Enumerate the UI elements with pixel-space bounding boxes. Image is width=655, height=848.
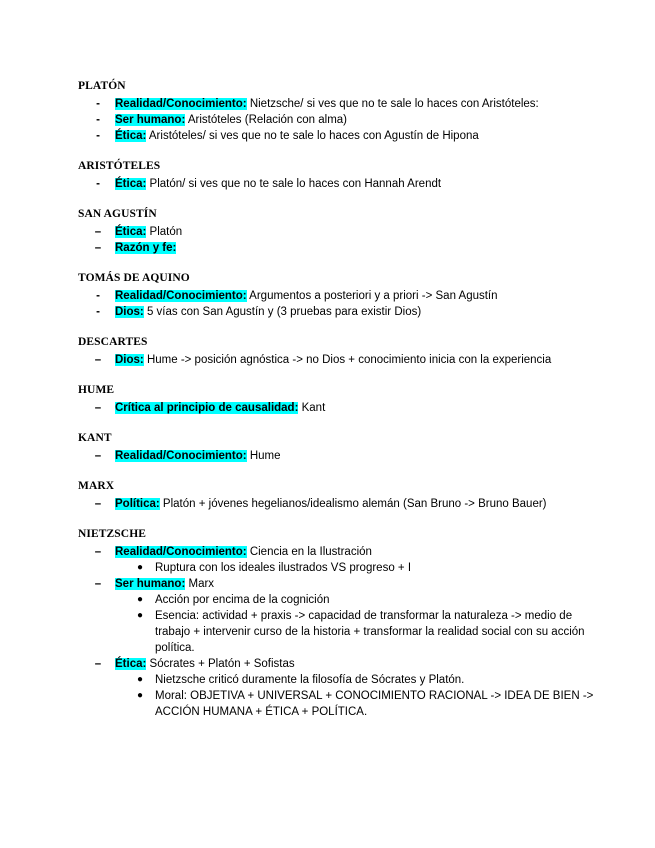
item-text: Platón + jóvenes hegelianos/idealismo alemán (San Bruno -> Bruno Bauer): [159, 498, 547, 510]
item-list: [78, 496, 595, 512]
sub-item-text: Esencia: actividad + praxis -> capacidad de transformar la naturaleza -> medio de trabajo + intervenir curso de la historia + transformar la realidad social con su acción política.: [155, 610, 585, 654]
sub-list-item: [115, 592, 595, 608]
section-heading: ARISTÓTELES: [78, 160, 161, 172]
dash-marker: –: [94, 354, 102, 366]
item-list: [78, 224, 595, 256]
dash-marker: -: [96, 290, 100, 302]
item-list: [78, 176, 595, 192]
item-text: 5 vías con San Agustín y (3 pruebas para existir Dios): [143, 306, 422, 318]
highlighted-label: Dios:: [115, 306, 144, 318]
item-list: [78, 288, 595, 320]
list-item: [78, 224, 595, 240]
section: [78, 158, 595, 192]
bullet-icon: ●: [136, 610, 144, 621]
section: [78, 334, 595, 368]
item-text: Hume: [246, 450, 281, 462]
sub-item-text: Moral: OBJETIVA + UNIVERSAL + CONOCIMIENTO RACIONAL -> IDEA DE BIEN -> ACCIÓN HUMANA + ÉTICA + POLÍTICA.: [155, 690, 594, 718]
list-item: [78, 304, 595, 320]
section: [78, 78, 595, 144]
section: [78, 526, 595, 720]
dash-marker: –: [94, 546, 102, 558]
highlighted-label: Ética:: [115, 226, 147, 238]
list-item: [78, 176, 595, 192]
list-item: [78, 352, 595, 368]
sub-list-item: [115, 560, 595, 576]
item-list: [78, 448, 595, 464]
dash-marker: –: [94, 658, 102, 670]
highlighted-label: Realidad/Conocimiento:: [115, 290, 247, 302]
list-item: [78, 240, 595, 256]
section-heading: KANT: [78, 432, 112, 444]
sub-list-item: [115, 688, 595, 720]
highlighted-label: Realidad/Conocimiento:: [115, 450, 247, 462]
sub-list: [115, 672, 595, 720]
section-heading: DESCARTES: [78, 336, 148, 348]
dash-marker: -: [96, 130, 100, 142]
section-heading: TOMÁS DE AQUINO: [78, 272, 190, 284]
highlighted-label: Ética:: [115, 178, 147, 190]
sub-item-text: Ruptura con los ideales ilustrados VS progreso + I: [155, 562, 412, 574]
highlighted-label: Ser humano:: [115, 578, 186, 590]
item-text: Sócrates + Platón + Sofistas: [146, 658, 295, 670]
section-heading: HUME: [78, 384, 115, 396]
list-item: [78, 544, 595, 576]
bullet-icon: ●: [136, 690, 144, 701]
list-item: [78, 128, 595, 144]
section-heading: MARX: [78, 480, 115, 492]
section: [78, 206, 595, 256]
item-text: Aristóteles (Relación con alma): [185, 114, 348, 126]
highlighted-label: Razón y fe:: [115, 242, 177, 254]
list-item: [78, 496, 595, 512]
sub-item-text: Nietzsche criticó duramente la filosofía de Sócrates y Platón.: [155, 674, 465, 686]
highlighted-label: Política:: [115, 498, 160, 510]
highlighted-label: Ser humano:: [115, 114, 186, 126]
item-text: Kant: [298, 402, 326, 414]
bullet-icon: ●: [136, 594, 144, 605]
dash-marker: –: [94, 450, 102, 462]
highlighted-label: Realidad/Conocimiento:: [115, 546, 247, 558]
item-text: Platón: [146, 226, 183, 238]
dash-marker: –: [94, 242, 102, 254]
highlighted-label: Crítica al principio de causalidad:: [115, 402, 299, 414]
sub-list: [115, 592, 595, 656]
section: [78, 430, 595, 464]
sub-list-item: [115, 672, 595, 688]
section-heading: NIETZSCHE: [78, 528, 147, 540]
dash-marker: -: [96, 98, 100, 110]
highlighted-label: Dios:: [115, 354, 144, 366]
item-text: Marx: [185, 578, 215, 590]
section: [78, 382, 595, 416]
item-text: Nietzsche/ si ves que no te sale lo haces con Aristóteles:: [246, 98, 539, 110]
list-item: [78, 400, 595, 416]
highlighted-label: Realidad/Conocimiento:: [115, 98, 247, 110]
list-item: [78, 288, 595, 304]
item-list: [78, 352, 595, 368]
section-heading: PLATÓN: [78, 80, 126, 92]
section: [78, 478, 595, 512]
sub-item-text: Acción por encima de la cognición: [155, 594, 330, 606]
dash-marker: -: [96, 306, 100, 318]
item-text: Aristóteles/ si ves que no te sale lo haces con Agustín de Hipona: [146, 130, 479, 142]
list-item: [78, 96, 595, 112]
list-item: [78, 656, 595, 720]
sub-list: [115, 560, 595, 576]
highlighted-label: Ética:: [115, 130, 147, 142]
bullet-icon: ●: [136, 562, 144, 573]
item-text: Platón/ si ves que no te sale lo haces con Hannah Arendt: [146, 178, 442, 190]
list-item: [78, 112, 595, 128]
item-list: [78, 400, 595, 416]
sub-list-item: [115, 608, 595, 656]
bullet-icon: ●: [136, 674, 144, 685]
list-item: [78, 448, 595, 464]
dash-marker: –: [94, 498, 102, 510]
item-text: Ciencia en la Ilustración: [246, 546, 372, 558]
highlighted-label: Ética:: [115, 658, 147, 670]
dash-marker: -: [96, 114, 100, 126]
dash-marker: –: [94, 578, 102, 590]
section: [78, 270, 595, 320]
section-heading: SAN AGUSTÍN: [78, 208, 157, 220]
dash-marker: -: [96, 178, 100, 190]
item-list: [78, 96, 595, 144]
item-list: [78, 544, 595, 720]
item-text: Hume -> posición agnóstica -> no Dios + conocimiento inicia con la experiencia: [143, 354, 552, 366]
dash-marker: –: [94, 402, 102, 414]
item-text: Argumentos a posteriori y a priori -> San Agustín: [246, 290, 498, 302]
list-item: [78, 576, 595, 656]
dash-marker: –: [94, 226, 102, 238]
